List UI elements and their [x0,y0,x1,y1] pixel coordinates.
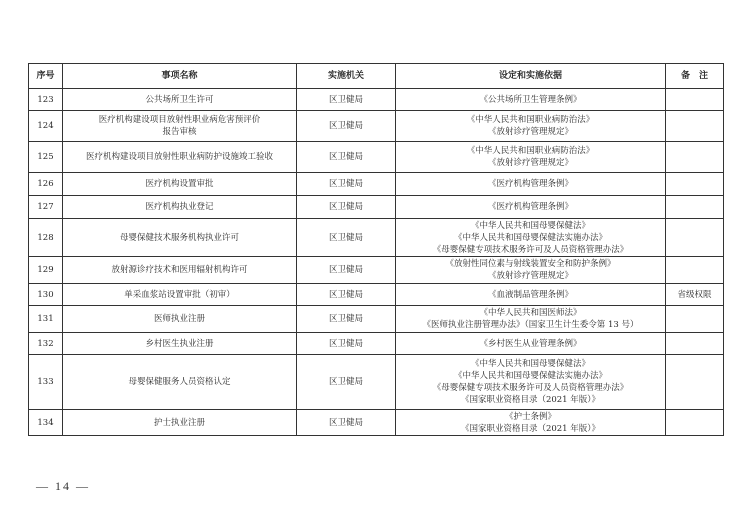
row-item-name [63,284,297,306]
item-name-line: 乡村医生执业注册 [145,338,214,349]
row-legal-basis [396,284,666,306]
item-name-line: 医疗机构设置审批 [145,179,214,189]
row-item-name [63,219,297,257]
row-agency: 区卫健局 [297,173,396,196]
row-remark [666,410,724,436]
legal-basis-line: 《母婴保健专项技术服务许可及人员资格管理办法》 [432,244,629,255]
item-name-line: 公共场所卫生许可 [145,94,214,105]
row-serial-number: 125 [29,142,63,173]
table-header-row [29,64,724,89]
row-agency: 区卫健局 [297,410,396,436]
row-remark [666,306,724,333]
legal-basis-line: 《医疗机构管理条例》 [487,179,573,189]
row-legal-basis [396,219,666,257]
legal-basis-line: 《中华人民共和国母婴保健法实施办法》 [453,371,607,381]
legal-basis-line: 《放射诊疗管理规定》 [487,271,573,281]
row-legal-basis [396,355,666,410]
row-legal-basis [396,111,666,142]
item-name-line: 单采血浆站设置审批（初审） [124,289,235,300]
table-row [29,219,724,257]
legal-basis-line: 《中华人民共和国母婴保健法实施办法》 [453,232,607,243]
row-legal-basis [396,142,666,173]
row-serial-number: 128 [29,219,63,257]
row-item-name [63,306,297,333]
header-legal-basis: 设定和实施依据 [396,64,666,89]
legal-basis-line: 《医师执业注册管理办法》（国家卫生计生委令第 13 号） [422,320,639,330]
row-agency: 区卫健局 [297,142,396,173]
row-item-name [63,410,297,436]
header-agency: 实施机关 [297,64,396,89]
row-legal-basis [396,333,666,355]
row-legal-basis [396,196,666,219]
table-row [29,333,724,355]
row-remark [666,111,724,142]
row-agency: 区卫健局 [297,257,396,284]
legal-basis-line: 《血液制品管理条例》 [487,289,573,300]
row-serial-number: 124 [29,111,63,142]
item-name-line: 医疗机构建设项目放射性职业病危害预评价 [98,115,261,125]
row-legal-basis [396,89,666,111]
table-row [29,173,724,196]
row-remark [666,219,724,257]
table-row [29,111,724,142]
item-name-line: 放射源诊疗技术和医用辐射机构许可 [111,265,248,275]
row-remark: 省级权限 [666,284,724,306]
table-row [29,257,724,284]
row-remark [666,142,724,173]
page-number: — 14 — [36,479,90,493]
row-remark [666,173,724,196]
legal-basis-line: 《放射诊疗管理规定》 [487,158,573,168]
row-item-name [63,333,297,355]
row-agency: 区卫健局 [297,306,396,333]
legal-basis-line: 《国家职业资格目录（2021 年版）》 [460,423,601,434]
legal-basis-line: 《中华人民共和国母婴保健法》 [470,359,590,369]
legal-basis-line: 《放射诊疗管理规定》 [487,127,573,137]
row-item-name [63,111,297,142]
row-agency: 区卫健局 [297,284,396,306]
header-item-name: 事项名称 [63,64,297,89]
table-row [29,306,724,333]
row-agency: 区卫健局 [297,111,396,142]
legal-basis-line: 《乡村医生从业管理条例》 [479,338,582,349]
row-agency: 区卫健局 [297,89,396,111]
row-agency: 区卫健局 [297,196,396,219]
row-legal-basis [396,410,666,436]
row-remark [666,196,724,219]
row-legal-basis [396,173,666,196]
item-name-line: 母婴保健技术服务机构执业许可 [119,232,239,243]
row-serial-number: 126 [29,173,63,196]
row-item-name [63,142,297,173]
row-remark [666,257,724,284]
table-row [29,89,724,111]
row-serial-number: 127 [29,196,63,219]
legal-basis-line: 《放射性同位素与射线装置安全和防护条例》 [445,259,616,269]
item-name-line: 报告审核 [162,127,197,137]
legal-basis-line: 《护士条例》 [504,411,556,422]
row-agency: 区卫健局 [297,219,396,257]
row-serial-number: 129 [29,257,63,284]
row-legal-basis [396,306,666,333]
legal-basis-line: 《国家职业资格目录（2021 年版）》 [460,395,601,405]
row-item-name [63,355,297,410]
item-name-line: 母婴保健服务人员资格认定 [128,377,231,387]
row-agency: 区卫健局 [297,333,396,355]
row-item-name [63,89,297,111]
table-row [29,142,724,173]
item-name-line: 医疗机构执业登记 [145,202,214,212]
row-serial-number: 131 [29,306,63,333]
row-remark [666,355,724,410]
row-remark [666,89,724,111]
table-row [29,410,724,436]
regulation-table [28,63,724,436]
row-serial-number: 134 [29,410,63,436]
table-row [29,196,724,219]
header-serial-number: 序号 [29,64,63,89]
legal-basis-line: 《中华人民共和国母婴保健法》 [470,220,590,231]
row-serial-number: 132 [29,333,63,355]
row-serial-number: 130 [29,284,63,306]
legal-basis-line: 《医疗机构管理条例》 [487,202,573,212]
legal-basis-line: 《公共场所卫生管理条例》 [479,94,582,105]
row-legal-basis [396,257,666,284]
row-serial-number: 123 [29,89,63,111]
legal-basis-line: 《中华人民共和国医师法》 [479,308,582,318]
table-row [29,284,724,306]
item-name-line: 医疗机构建设项目放射性职业病防护设施竣工验收 [85,152,273,162]
row-item-name [63,257,297,284]
row-agency: 区卫健局 [297,355,396,410]
item-name-line: 医师执业注册 [153,314,205,324]
row-item-name [63,173,297,196]
item-name-line: 护士执业注册 [153,417,205,428]
header-remark: 备 注 [666,64,724,89]
row-remark [666,333,724,355]
legal-basis-line: 《中华人民共和国职业病防治法》 [466,146,595,156]
legal-basis-line: 《母婴保健专项技术服务许可及人员资格管理办法》 [432,383,629,393]
legal-basis-line: 《中华人民共和国职业病防治法》 [466,115,595,125]
table-row [29,355,724,410]
row-item-name [63,196,297,219]
row-serial-number: 133 [29,355,63,410]
